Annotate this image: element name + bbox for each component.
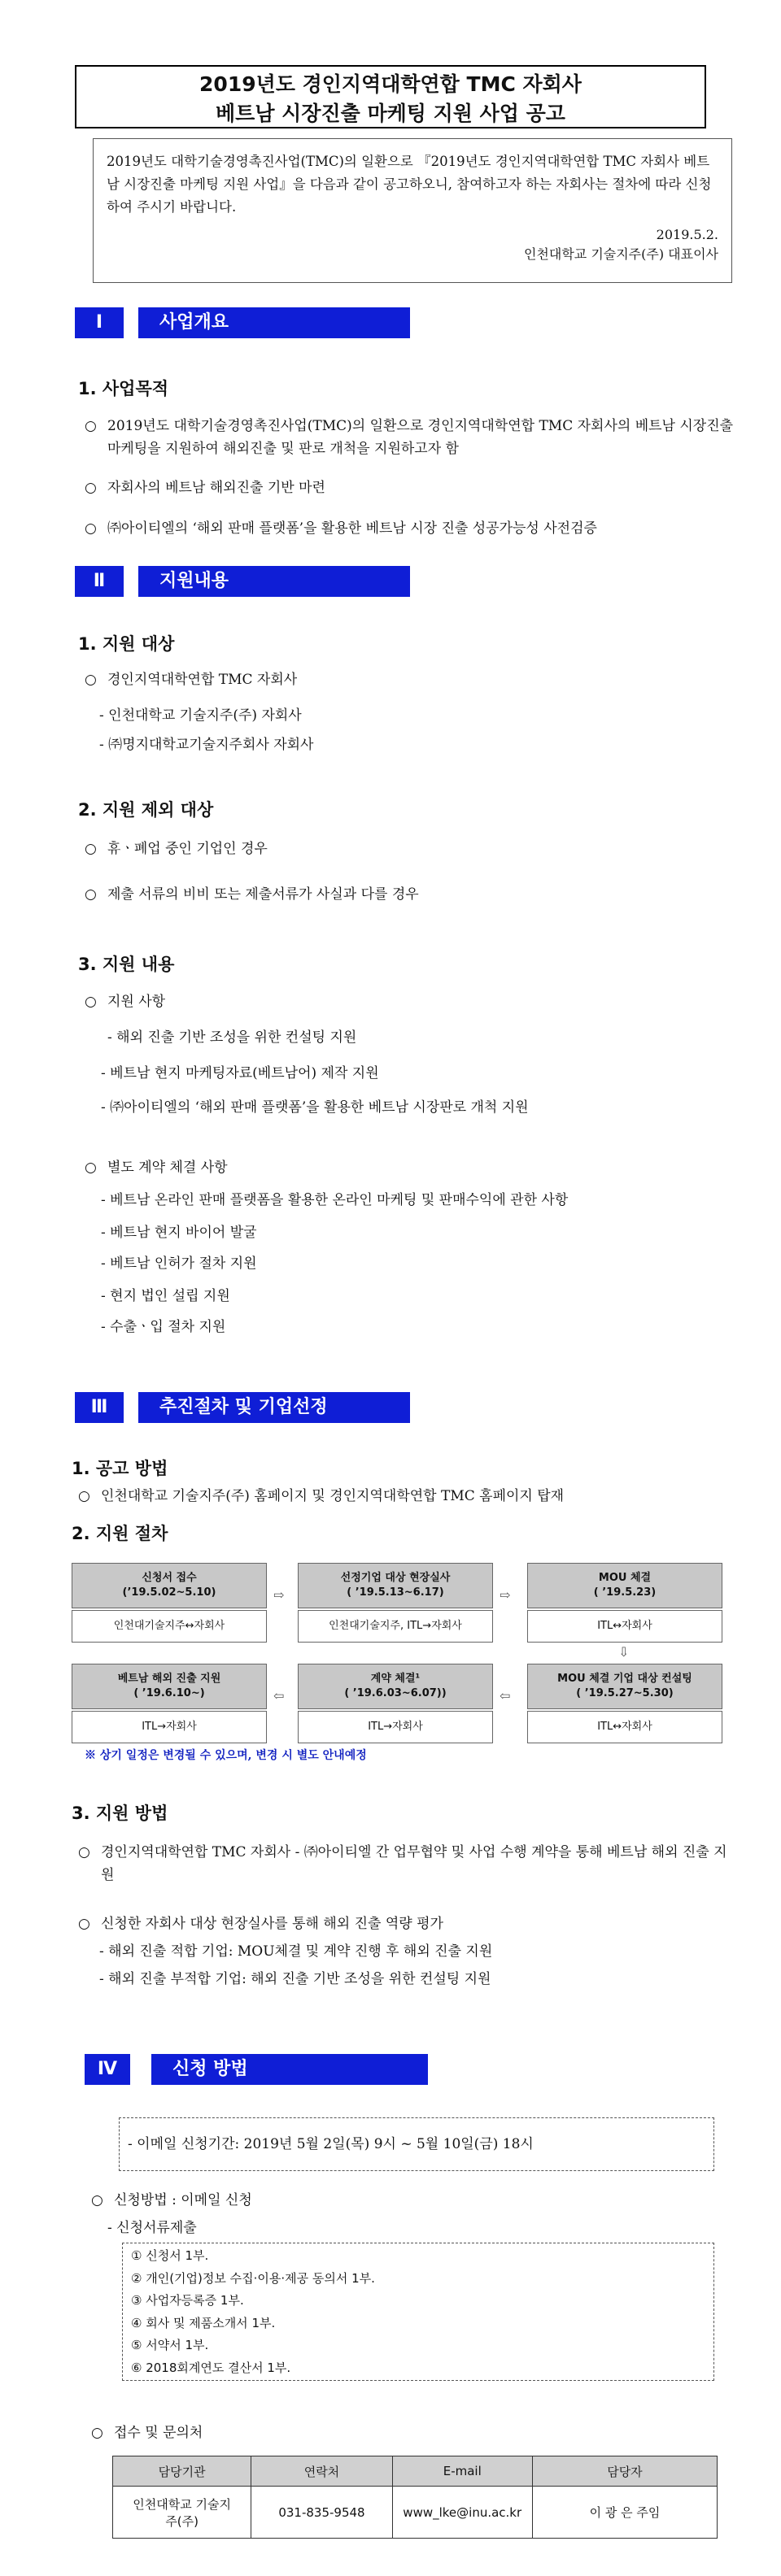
title-line1: 2019년도 경인지역대학연합 TMC 자회사 [199,72,582,96]
col-email: E-mail [392,2456,532,2487]
intro-box [93,138,732,283]
col-phone: 연락처 [251,2456,392,2487]
intro-body: 2019년도 대학기술경영촉진사업(TMC)의 일환으로 『2019년도 경인지역대학연합 TMC 자회사 베트남 시장진출 마케팅 지원 사업』을 다음과 같이 공고하오니, 참여하고자 하는 자회사는 절차에 따라 신청하여 주시기 바랍니다. [107,154,712,215]
method-item-1: ○ 경인지역대학연합 TMC 자회사 - ㈜아이티엘 간 업무협약 및 사업 수행 계약을 통해 베트남 해외 진출 지원 [78,1844,727,1883]
method-sub-1: - 해외 진출 적합 기업: MOU체결 및 계약 진행 후 해외 진출 지원 [99,1943,493,1960]
flow-step-6-period: ( ’19.6.10~) [133,1687,205,1699]
intro-signer: 인천대학교 기술지주(주) 대표이사 [523,246,718,262]
page-title [75,65,706,128]
support-head: ○ 지원 사항 [85,994,166,1010]
flow-step-6 [72,1664,267,1743]
notice-item: ○ 인천대학교 기술지주(주) 홈페이지 및 경인지역대학연합 TMC 홈페이지 탑재 [78,1488,565,1504]
section-3-label: 추진절차 및 기업선정 [138,1392,410,1423]
flow-step-2 [298,1563,493,1643]
flow-note: ※ 상기 일정은 변경될 수 있으며, 변경 시 별도 안내예정 [85,1749,367,1762]
method-heading: 3. 지원 방법 [72,1804,168,1823]
title-line2: 베트남 시장진출 마케팅 지원 사업 공고 [216,102,565,125]
method-item-2: ○ 신청한 자회사 대상 현장실사를 통해 해외 진출 역량 평가 [78,1916,443,1932]
period-box [119,2117,714,2171]
contract-item-4: - 현지 법인 설립 지원 [101,1288,230,1304]
doc-item-4: ④ 회사 및 제품소개서 1부. [131,2315,276,2330]
doc-item-6: ⑥ 2018회계연도 결산서 1부. [131,2360,291,2375]
contact-header-row [113,2456,718,2487]
doc-item-3: ③ 사업자등록증 1부. [131,2293,244,2308]
section-2-label: 지원내용 [138,566,410,597]
flow-step-4-actor: ITL↔자회사 [527,1711,722,1743]
flow-step-1-title: 신청서 접수 [142,1572,197,1584]
flow-step-5-period: ( ’19.6.03~6.07)) [344,1687,447,1699]
contact-heading: ○ 접수 및 문의처 [91,2425,203,2441]
flow-step-5-title: 계약 체결¹ [370,1673,421,1685]
target-main: ○ 경인지역대학연합 TMC 자회사 [85,672,298,688]
col-agency: 담당기관 [113,2456,251,2487]
flow-step-6-title: 베트남 해외 진출 지원 [117,1673,221,1685]
arrow-right-icon: ⇨ [273,1587,285,1603]
exclude-heading: 2. 지원 제외 대상 [78,800,214,820]
table-row [113,2487,718,2539]
flow-step-6-actor: ITL→자회사 [72,1711,267,1743]
arrow-left-icon: ⇦ [500,1688,511,1704]
section-2-number: Ⅱ [75,566,124,597]
contract-item-2: - 베트남 현지 바이어 발굴 [101,1225,257,1241]
cell-email[interactable]: www_lke@inu.ac.kr [392,2487,532,2539]
section-4-label: 신청 방법 [151,2054,428,2085]
purpose-item-1: ○ 2019년도 대학기술경영촉진사업(TMC)의 일환으로 경인지역대학연합 TMC 자회사의 베트남 시장진출 마케팅을 지원하여 해외진출 및 판로 개척을 지원하고자 함 [85,418,734,457]
flow-step-2-period: ( ’19.5.13~6.17) [347,1586,444,1599]
flow-step-4 [527,1664,722,1743]
arrow-down-icon: ⇩ [618,1644,630,1660]
section-3-number: Ⅲ [75,1392,124,1423]
flow-step-5 [298,1664,493,1743]
flow-step-5-actor: ITL→자회사 [298,1711,493,1743]
contract-head: ○ 별도 계약 체결 사항 [85,1160,228,1176]
arrow-left-icon: ⇦ [273,1688,285,1704]
flow-step-4-period: ( ’19.5.27~5.30) [576,1687,674,1699]
flow-step-1-actor: 인천대기술지주↔자회사 [72,1610,267,1643]
doc-item-5: ⑤ 서약서 1부. [131,2338,209,2352]
cell-agency: 인천대학교 기술지주(주) [113,2487,251,2539]
support-item-1: - 해외 진출 기반 조성을 위한 컨설팅 지원 [107,1029,357,1046]
support-item-2: - 베트남 현지 마케팅자료(베트남어) 제작 지원 [101,1065,379,1081]
content-heading: 3. 지원 내용 [78,955,175,974]
section-2-header [75,566,433,597]
flow-step-4-title: MOU 체결 기업 대상 컨설팅 [557,1673,692,1685]
flow-step-3-actor: ITL↔자회사 [527,1610,722,1643]
section-3-header [75,1392,433,1423]
support-item-3: - ㈜아이티엘의 ‘해외 판매 플랫폼’을 활용한 베트남 시장판로 개척 지원 [101,1099,529,1116]
target-sub-2: - ㈜명지대학교기술지주회사 자회사 [99,737,314,753]
contract-item-5: - 수출ㆍ입 절차 지원 [101,1319,226,1335]
cell-phone: 031-835-9548 [251,2487,392,2539]
purpose-heading: 1. 사업목적 [78,379,169,398]
col-manager: 담당자 [532,2456,717,2487]
flow-step-3 [527,1563,722,1643]
section-1-header [75,307,433,338]
contract-item-3: - 베트남 인허가 절차 지원 [101,1255,257,1272]
docs-box [122,2243,714,2381]
cell-manager: 이 광 은 주임 [532,2487,717,2539]
flow-step-1 [72,1563,267,1643]
section-1-number: Ⅰ [75,307,124,338]
exclude-item-1: ○ 휴ㆍ폐업 중인 기업인 경우 [85,841,268,857]
flow-step-2-title: 선정기업 대상 현장실사 [340,1572,451,1584]
section-4-number: Ⅳ [85,2054,130,2085]
purpose-item-2: ○ 자회사의 베트남 해외진출 기반 마련 [85,480,325,496]
target-sub-1: - 인천대학교 기술지주(주) 자회사 [99,707,302,724]
contact-table [112,2456,718,2539]
notice-heading: 1. 공고 방법 [72,1459,168,1478]
procedure-heading: 2. 지원 절차 [72,1524,168,1543]
section-1-label: 사업개요 [138,307,410,338]
purpose-item-3: ○ ㈜아이티엘의 ‘해외 판매 플랫폼’을 활용한 베트남 시장 진출 성공가능성 사전검증 [85,520,597,537]
exclude-item-2: ○ 제출 서류의 비비 또는 제출서류가 사실과 다를 경우 [85,886,419,903]
application-period: - 이메일 신청기간: 2019년 5월 2일(목) 9시 ~ 5월 10일(금) 18시 [128,2136,534,2152]
intro-date: 2019.5.2. [656,227,718,242]
target-heading: 1. 지원 대상 [78,634,175,654]
contract-item-1: - 베트남 온라인 판매 플랫폼을 활용한 온라인 마케팅 및 판매수익에 관한 사항 [101,1192,569,1208]
doc-item-1: ① 신청서 1부. [131,2248,209,2263]
flow-step-1-period: (’19.5.02~5.10) [122,1586,216,1599]
doc-item-2: ② 개인(기업)정보 수집·이용·제공 동의서 1부. [131,2270,375,2286]
flow-step-3-title: MOU 체결 [598,1572,652,1584]
arrow-right-icon: ⇨ [500,1587,511,1603]
docs-heading: - 신청서류제출 [107,2220,197,2236]
flow-step-2-actor: 인천대기술지주, ITL→자회사 [298,1610,493,1643]
how-to-apply: ○ 신청방법 : 이메일 신청 [91,2192,252,2208]
flow-step-3-period: ( ’19.5.23) [593,1586,657,1599]
section-4-header [85,2054,443,2085]
method-sub-2: - 해외 진출 부적합 기업: 해외 진출 기반 조성을 위한 컨설팅 지원 [99,1971,491,1987]
